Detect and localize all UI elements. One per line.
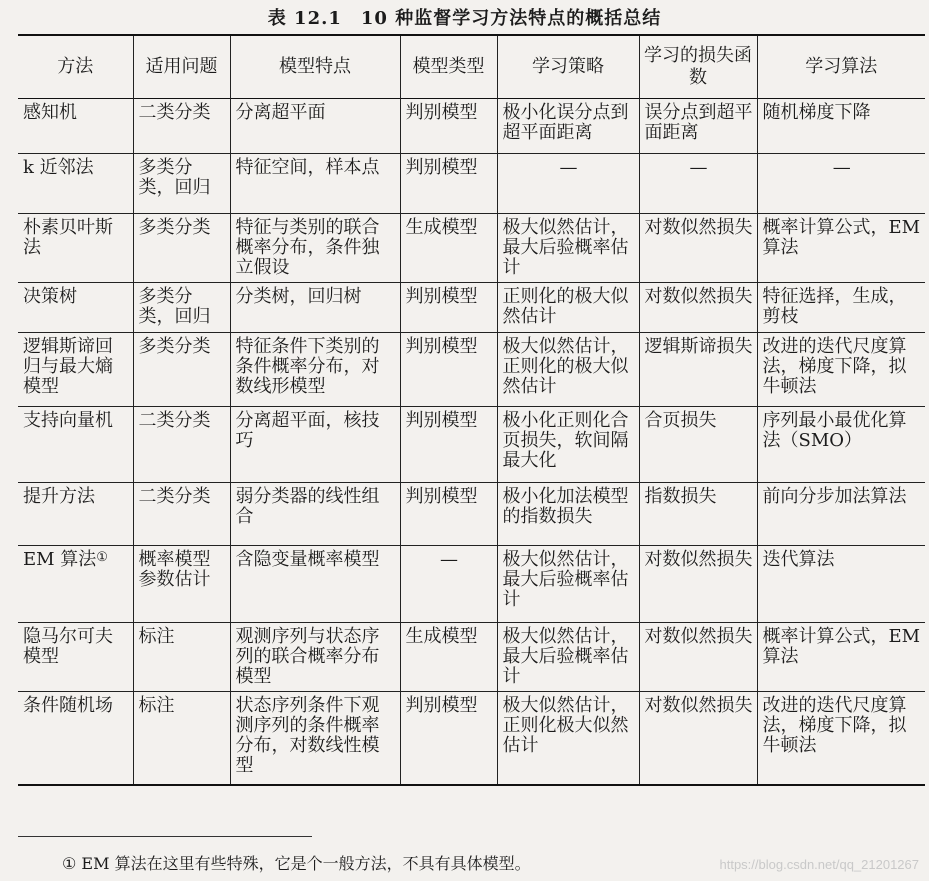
table-cell xyxy=(18,623,133,692)
table-cell xyxy=(18,154,133,214)
cell-text: 序列最小最优化算法（SMO） xyxy=(762,410,907,451)
table-cell xyxy=(230,214,400,283)
table-cell xyxy=(230,692,400,785)
footnote-divider xyxy=(18,836,312,837)
table-cell xyxy=(497,692,639,785)
table-cell xyxy=(757,214,925,283)
cell-text: 状态序列条件下观测序列的条件概率分布，对数线性模型 xyxy=(235,695,380,776)
cell-text: 判别模型 xyxy=(405,695,478,716)
table-cell xyxy=(230,623,400,692)
cell-text: 前向分步加法算法 xyxy=(762,486,907,507)
cell-text: 误分点到超平面距离 xyxy=(644,102,753,143)
table-row xyxy=(18,692,925,785)
cell-text: 多类分类，回归 xyxy=(138,157,211,198)
cell-text: 观测序列与状态序列的联合概率分布模型 xyxy=(235,626,380,687)
table-body xyxy=(18,99,925,785)
table-cell xyxy=(639,623,757,692)
column-header: 学习算法 xyxy=(757,35,925,99)
table-cell xyxy=(497,333,639,407)
table-row xyxy=(18,283,925,333)
table-row xyxy=(18,483,925,546)
cell-text: 极大似然估计，正则化极大似然估计 xyxy=(502,695,629,756)
cell-text: 特征选择，生成，剪枝 xyxy=(762,286,907,327)
methods-summary-table xyxy=(18,34,925,786)
cell-text: 支持向量机 xyxy=(23,410,113,431)
cell-text: 生成模型 xyxy=(405,626,478,647)
table-cell xyxy=(133,546,230,623)
cell-text: 标注 xyxy=(138,626,175,647)
table-cell xyxy=(639,214,757,283)
table-cell xyxy=(400,546,497,623)
cell-text: 合页损失 xyxy=(644,410,717,431)
table-cell xyxy=(497,407,639,483)
cell-text: 生成模型 xyxy=(405,217,478,238)
cell-text: 极小化误分点到超平面距离 xyxy=(502,102,629,143)
cell-text: 标注 xyxy=(138,695,175,716)
table-cell xyxy=(757,483,925,546)
table-cell xyxy=(230,333,400,407)
footnote-text: ① EM 算法在这里有些特殊，它是个一般方法，不具有具体模型。 xyxy=(62,854,531,873)
cell-text: 判别模型 xyxy=(405,410,478,431)
table-cell xyxy=(400,99,497,154)
cell-text: 特征空间，样本点 xyxy=(235,157,380,178)
cell-text: 分离超平面，核技巧 xyxy=(235,410,380,451)
cell-text: 条件随机场 xyxy=(23,695,113,716)
cell-text: 特征条件下类别的条件概率分布，对数线形模型 xyxy=(235,336,380,397)
cell-text: 逻辑斯谛损失 xyxy=(644,336,753,357)
cell-text: 提升方法 xyxy=(23,486,95,507)
table-cell xyxy=(133,407,230,483)
cell-text: 隐马尔可夫模型 xyxy=(23,626,113,667)
table-cell xyxy=(230,99,400,154)
table-cell xyxy=(133,333,230,407)
cell-text: k 近邻法 xyxy=(23,157,94,178)
table-cell xyxy=(757,333,925,407)
footnote-marker: ① xyxy=(96,550,108,565)
cell-text: 判别模型 xyxy=(405,286,478,307)
cell-text: 朴素贝叶斯法 xyxy=(23,217,113,258)
cell-text: 改进的迭代尺度算法，梯度下降，拟牛顿法 xyxy=(762,695,907,756)
table-cell xyxy=(757,623,925,692)
cell-text: 迭代算法 xyxy=(762,549,835,570)
table-cell xyxy=(18,692,133,785)
table-cell xyxy=(18,283,133,333)
table-cell xyxy=(497,154,639,214)
cell-text: 极大似然估计，最大后验概率估计 xyxy=(502,626,629,687)
table-cell xyxy=(639,483,757,546)
table-cell xyxy=(757,407,925,483)
table-header-row xyxy=(18,35,925,99)
cell-text: 对数似然损失 xyxy=(644,626,753,647)
cell-text: 极小化加法模型的指数损失 xyxy=(502,486,629,527)
cell-text: 特征与类别的联合概率分布，条件独立假设 xyxy=(235,217,380,278)
cell-text: 极大似然估计，最大后验概率估计 xyxy=(502,549,629,610)
table-row xyxy=(18,214,925,283)
cell-text: 判别模型 xyxy=(405,486,478,507)
cell-text: 对数似然损失 xyxy=(644,695,753,716)
table-row xyxy=(18,623,925,692)
table-cell xyxy=(639,407,757,483)
cell-text: 正则化的极大似然估计 xyxy=(502,286,629,327)
cell-text: 分离超平面 xyxy=(235,102,326,123)
table-cell xyxy=(639,333,757,407)
cell-text: 判别模型 xyxy=(405,336,478,357)
cell-text: 极小化正则化合页损失，软间隔最大化 xyxy=(502,410,629,471)
cell-text: 随机梯度下降 xyxy=(762,102,871,123)
table-cell xyxy=(400,154,497,214)
cell-text: 多类分类，回归 xyxy=(138,286,211,327)
cell-text: 概率模型参数估计 xyxy=(138,549,211,590)
cell-text: 含隐变量概率模型 xyxy=(235,549,380,570)
table-cell xyxy=(230,483,400,546)
cell-text: 改进的迭代尺度算法，梯度下降，拟牛顿法 xyxy=(762,336,907,397)
table-cell xyxy=(639,283,757,333)
cell-text: — xyxy=(559,157,578,178)
table-cell xyxy=(497,214,639,283)
table-cell xyxy=(757,692,925,785)
table-row xyxy=(18,333,925,407)
table-cell xyxy=(497,283,639,333)
column-header: 学习的损失函数 xyxy=(639,35,757,99)
cell-text: — xyxy=(440,549,458,570)
table-cell xyxy=(18,99,133,154)
cell-text: 对数似然损失 xyxy=(644,217,753,238)
table-cell xyxy=(230,546,400,623)
table-cell xyxy=(133,692,230,785)
cell-text: 决策树 xyxy=(23,286,77,307)
table-cell xyxy=(497,99,639,154)
cell-text: 极大似然估计，正则化的极大似然估计 xyxy=(502,336,629,397)
table-cell xyxy=(639,692,757,785)
column-header: 学习策略 xyxy=(497,35,639,99)
cell-text: 概率计算公式，EM 算法 xyxy=(762,626,921,667)
table-cell xyxy=(18,214,133,283)
cell-text: 二类分类 xyxy=(138,102,211,123)
table-cell xyxy=(639,154,757,214)
cell-text: 概率计算公式，EM 算法 xyxy=(762,217,921,258)
table-cell xyxy=(639,546,757,623)
cell-text: — xyxy=(832,157,851,178)
cell-text: 多类分类 xyxy=(138,217,211,238)
table-cell xyxy=(639,99,757,154)
table-cell xyxy=(230,283,400,333)
table-cell xyxy=(400,483,497,546)
table-cell xyxy=(757,154,925,214)
column-header: 适用问题 xyxy=(133,35,230,99)
cell-text: 弱分类器的线性组合 xyxy=(235,486,380,527)
cell-text: 多类分类 xyxy=(138,336,211,357)
table-cell xyxy=(133,154,230,214)
cell-text: 逻辑斯谛回归与最大熵模型 xyxy=(23,336,113,397)
table-cell xyxy=(133,99,230,154)
table-cell xyxy=(497,623,639,692)
table-cell xyxy=(133,623,230,692)
table-cell xyxy=(133,214,230,283)
table-cell xyxy=(757,283,925,333)
table-cell xyxy=(133,283,230,333)
table-caption: 表 12.1 10 种监督学习方法特点的概括总结 xyxy=(267,8,662,29)
table-cell xyxy=(400,283,497,333)
table-cell xyxy=(18,407,133,483)
cell-text: 二类分类 xyxy=(138,410,211,431)
cell-text: 判别模型 xyxy=(405,157,478,178)
table-cell xyxy=(497,483,639,546)
table-cell xyxy=(230,407,400,483)
cell-text: 二类分类 xyxy=(138,486,211,507)
cell-text: 极大似然估计，最大后验概率估计 xyxy=(502,217,629,278)
table-cell xyxy=(400,692,497,785)
table-row xyxy=(18,99,925,154)
cell-text: EM 算法 xyxy=(23,549,97,570)
table-cell xyxy=(757,546,925,623)
table-cell xyxy=(400,333,497,407)
cell-text: 对数似然损失 xyxy=(644,286,753,307)
table-cell xyxy=(18,333,133,407)
table-row xyxy=(18,407,925,483)
cell-text: 感知机 xyxy=(23,102,77,123)
table-cell xyxy=(400,407,497,483)
table-row xyxy=(18,546,925,623)
table-cell xyxy=(18,483,133,546)
cell-text: — xyxy=(689,157,708,178)
column-header: 模型特点 xyxy=(230,35,400,99)
cell-text: 指数损失 xyxy=(644,486,717,507)
column-header: 方法 xyxy=(18,35,133,99)
table-row xyxy=(18,154,925,214)
table-cell xyxy=(757,99,925,154)
table-cell xyxy=(230,154,400,214)
column-header: 模型类型 xyxy=(400,35,497,99)
table-cell xyxy=(497,546,639,623)
table-cell xyxy=(400,623,497,692)
table-cell xyxy=(400,214,497,283)
watermark: https://blog.csdn.net/qq_21201267 xyxy=(719,857,919,872)
table-cell xyxy=(133,483,230,546)
table-cell xyxy=(18,546,133,623)
cell-text: 对数似然损失 xyxy=(644,549,753,570)
cell-text: 判别模型 xyxy=(405,102,478,123)
cell-text: 分类树，回归树 xyxy=(235,286,362,307)
